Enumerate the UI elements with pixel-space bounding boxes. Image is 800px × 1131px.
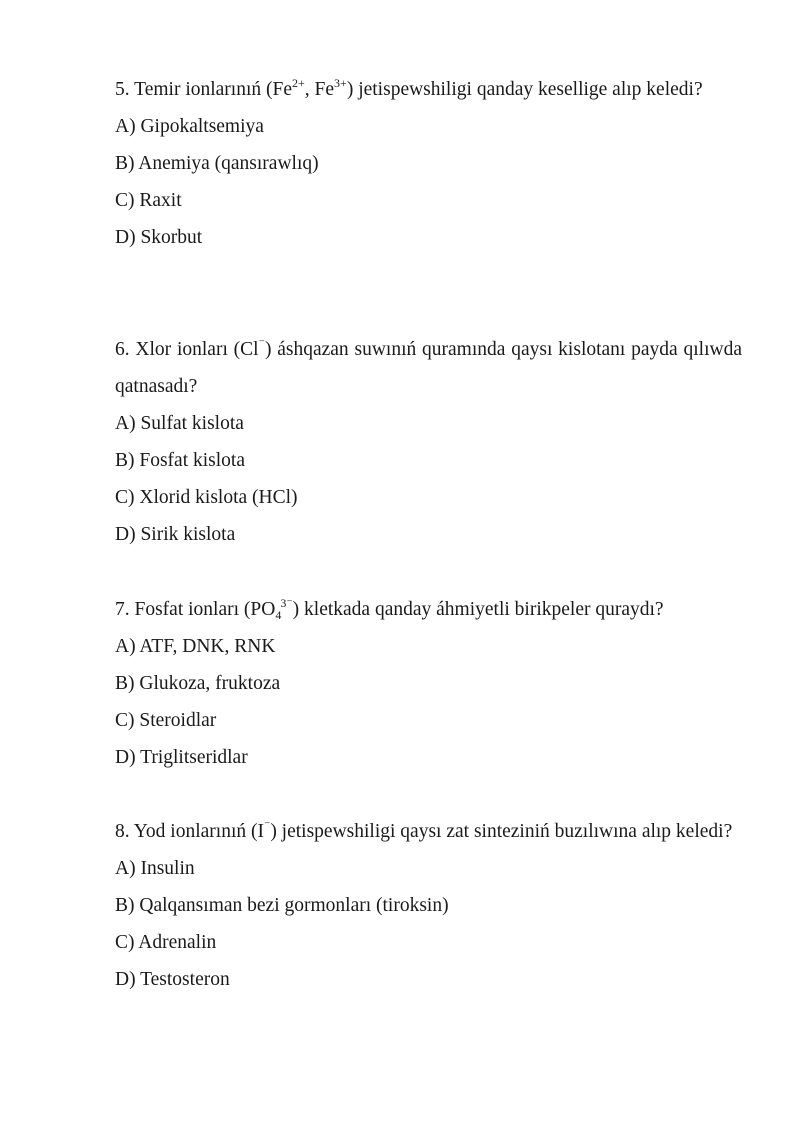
option-c: C) Raxit [115,190,182,211]
question-5 [115,71,742,256]
option-a: A) ATF, DNK, RNK [115,636,276,657]
question-text: ) jetispewshiligi qaysı zat sinteziniń buzılıwına alıp keledi? [270,821,733,842]
option-b: B) Anemiya (qansırawlıq) [115,153,319,174]
charge-superscript: ⁻ [263,818,271,832]
question-number: 8. [115,821,130,842]
question-6-stem [115,331,742,405]
option-d: D) Testosteron [115,969,230,990]
question-8 [115,813,742,998]
question-number: 5. [115,79,130,100]
option-d: D) Sirik kislota [115,524,236,545]
charge-superscript: 3⁻ [280,596,293,610]
subscript: 4 [275,608,282,622]
answer-options [115,108,742,256]
question-7 [115,591,742,776]
question-text: ) áshqazan suwınıń quramında qaysı kislotanı payda qılıwda qatnasadı? [115,339,742,397]
question-text: , Fe [304,79,335,100]
question-8-stem [115,813,742,850]
option-c: C) Steroidlar [115,710,217,731]
question-7-stem [115,591,742,628]
charge-superscript: 3+ [334,76,347,90]
option-b: B) Glukoza, fruktoza [115,673,281,694]
answer-options [115,850,742,998]
option-a: A) Gipokaltsemiya [115,116,264,137]
question-number: 6. [115,339,130,360]
option-c: C) Adrenalin [115,932,217,953]
option-a: A) Sulfat kislota [115,413,244,434]
option-a: A) Insulin [115,858,195,879]
charge-superscript: 2+ [292,76,305,90]
question-6 [115,331,742,553]
option-b: B) Qalqansıman bezi gormonları (tiroksin) [115,895,449,916]
question-5-stem [115,71,742,108]
option-b: B) Fosfat kislota [115,450,245,471]
question-text: Xlor ionları (Cl [135,339,259,360]
question-text: Temir ionlarınıń (Fe [134,79,293,100]
question-text: ) kletkada qanday áhmiyetli birikpeler quraydı? [292,599,664,620]
question-text: Fosfat ionları (PO [134,599,276,620]
charge-superscript: ⁻ [258,336,265,350]
option-d: D) Triglitseridlar [115,747,248,768]
option-c: C) Xlorid kislota (HCl) [115,487,298,508]
answer-options [115,628,742,776]
question-text: Yod ionlarınıń (I [133,821,264,842]
option-d: D) Skorbut [115,227,203,248]
answer-options [115,405,742,553]
question-text: ) jetispewshiligi qanday kesellige alıp keledi? [346,79,703,100]
question-number: 7. [115,599,130,620]
